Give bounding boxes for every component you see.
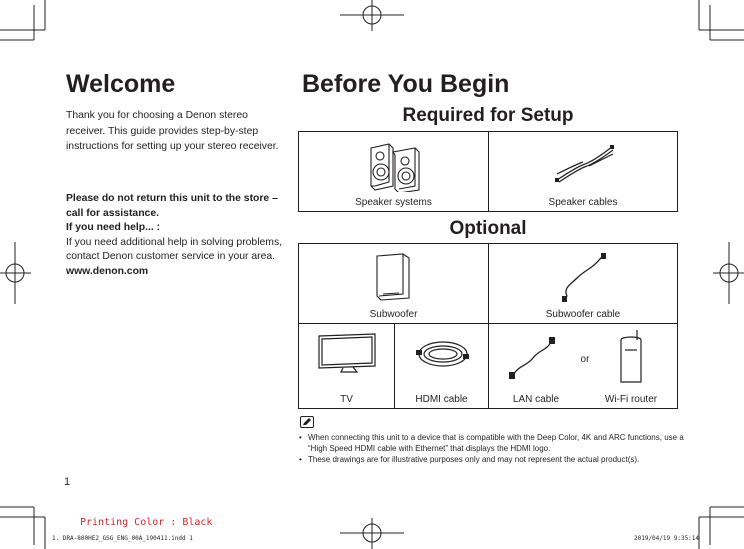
registration-mark-right (713, 242, 744, 304)
registration-mark-bottom (340, 518, 404, 549)
speaker-cables-label: Speaker cables (548, 197, 618, 208)
help-heading: If you need help... : (66, 222, 161, 233)
subwoofer-label: Subwoofer (369, 309, 418, 320)
tv-label: TV (340, 394, 353, 405)
file-slug: 1. DRA-800HE2_GSG_ENG_00A_190411.indd 1 (52, 535, 193, 542)
registration-mark-left (0, 242, 31, 304)
printing-color-label: Printing Color : Black (80, 517, 213, 528)
return-warning: Please do not return this unit to the store – call for assistance. (66, 193, 278, 219)
required-table (298, 131, 678, 212)
speaker-cables-icon (555, 144, 615, 184)
subwoofer-cable-icon (559, 252, 609, 302)
welcome-heading: Welcome (66, 70, 176, 98)
speaker-systems-icon (367, 140, 423, 192)
wifi-router-label: Wi-Fi router (604, 394, 658, 405)
notes-list (299, 432, 694, 465)
subwoofer-icon (375, 252, 411, 302)
hdmi-cable-label: HDMI cable (415, 394, 468, 405)
optional-table (298, 243, 678, 409)
note-pencil-icon (300, 416, 314, 428)
or-label: or (580, 354, 590, 365)
wifi-router-icon (617, 328, 645, 384)
tv-icon (317, 332, 377, 374)
list-item: • When connecting this unit to a device that is compatible with the Deep Color, 4K and ARC functions, use a “High Speed HDMI cable with Ethernet” that displays the HDMI logo. (299, 432, 694, 454)
hdmi-cable-icon (415, 336, 471, 372)
help-section (66, 192, 286, 279)
website-link[interactable]: www.denon.com (66, 265, 149, 277)
note-drawings: These drawings are for illustrative purposes only and may not represent the actual product(s). (308, 455, 640, 464)
page-number: 1 (64, 476, 71, 488)
speaker-systems-label: Speaker systems (355, 197, 432, 208)
date-slug: 2019/04/19 9:35:14 (634, 535, 700, 542)
registration-mark-top (340, 0, 404, 31)
optional-heading: Optional (449, 218, 527, 239)
before-you-begin-heading: Before You Begin (302, 70, 510, 98)
subwoofer-cable-label: Subwoofer cable (545, 309, 621, 320)
lan-cable-label: LAN cable (512, 394, 560, 405)
help-text: If you need additional help in solving problems, contact Denon customer service in your area. (66, 236, 283, 262)
welcome-intro: Thank you for choosing a Denon stereo receiver. This guide provides step-by-step instructions for setting up your stereo receiver. (66, 110, 279, 152)
required-heading: Required for Setup (402, 105, 574, 126)
list-item: • These drawings are for illustrative purposes only and may not represent the actual product(s). (299, 455, 640, 464)
note-hdmi: When connecting this unit to a device that is compatible with the Deep Color, 4K and ARC functions, use a “High Speed HDMI cable with Ethernet” that displays the HDMI logo. (308, 433, 684, 453)
lan-cable-icon (507, 336, 557, 380)
